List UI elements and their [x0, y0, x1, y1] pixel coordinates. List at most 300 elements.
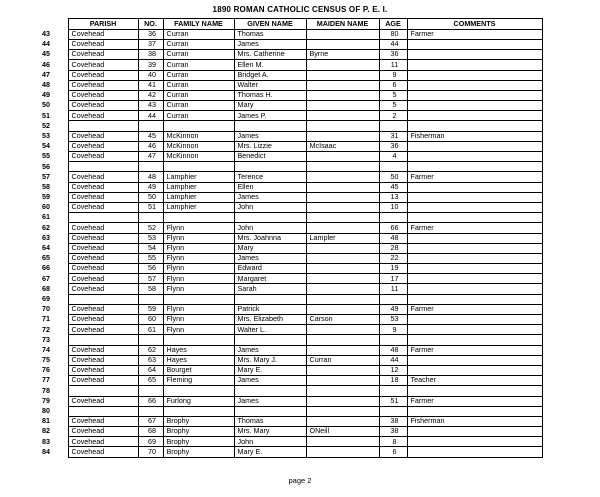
maiden-name-cell — [306, 162, 379, 172]
given-name-cell: Mary E. — [234, 365, 306, 375]
number-cell: 53 — [138, 233, 163, 243]
given-name-cell — [234, 162, 306, 172]
given-name-cell — [234, 386, 306, 396]
age-cell: 53 — [379, 315, 407, 325]
given-name-cell — [234, 294, 306, 304]
parish-cell: Covehead — [68, 50, 138, 60]
comments-cell — [407, 121, 542, 131]
row-number: 73 — [42, 335, 68, 345]
comments-cell — [407, 162, 542, 172]
comments-cell — [407, 60, 542, 70]
given-name-cell: John — [234, 223, 306, 233]
maiden-name-cell — [306, 304, 379, 314]
table-row — [42, 39, 542, 49]
comments-cell: Farmer — [407, 29, 542, 39]
parish-cell: Covehead — [68, 274, 138, 284]
family-name-cell — [163, 121, 234, 131]
comments-cell — [407, 284, 542, 294]
family-name-cell — [163, 294, 234, 304]
number-cell: 70 — [138, 447, 163, 457]
parish-cell: Covehead — [68, 101, 138, 111]
maiden-name-cell — [306, 345, 379, 355]
row-number: 63 — [42, 233, 68, 243]
age-cell: 38 — [379, 427, 407, 437]
column-header-family-name: FAMILY NAME — [163, 19, 234, 30]
family-name-cell: Lamphier — [163, 202, 234, 212]
parish-cell: Covehead — [68, 376, 138, 386]
age-cell — [379, 406, 407, 416]
number-cell: 46 — [138, 141, 163, 151]
family-name-cell — [163, 335, 234, 345]
row-number: 55 — [42, 152, 68, 162]
number-cell — [138, 386, 163, 396]
table-row — [42, 315, 542, 325]
given-name-cell: Thomas H. — [234, 90, 306, 100]
column-header-parish: PARISH — [68, 19, 138, 30]
maiden-name-cell — [306, 335, 379, 345]
parish-cell: Covehead — [68, 152, 138, 162]
parish-cell — [68, 406, 138, 416]
parish-cell: Covehead — [68, 355, 138, 365]
age-cell: 18 — [379, 376, 407, 386]
comments-cell: Fisherman — [407, 416, 542, 426]
maiden-name-cell — [306, 101, 379, 111]
maiden-name-cell — [306, 294, 379, 304]
header-row — [42, 19, 542, 30]
family-name-cell: Flynn — [163, 253, 234, 263]
parish-cell: Covehead — [68, 70, 138, 80]
page-number: page 2 — [288, 476, 312, 485]
number-cell: 64 — [138, 365, 163, 375]
table-row — [42, 325, 542, 335]
number-cell: 63 — [138, 355, 163, 365]
parish-cell: Covehead — [68, 223, 138, 233]
column-header-maiden-name: MAIDEN NAME — [306, 19, 379, 30]
row-number: 77 — [42, 376, 68, 386]
parish-cell: Covehead — [68, 315, 138, 325]
column-header-age: AGE — [379, 19, 407, 30]
comments-cell — [407, 355, 542, 365]
maiden-name-cell — [306, 192, 379, 202]
row-number: 72 — [42, 325, 68, 335]
given-name-cell: James P. — [234, 111, 306, 121]
comments-cell — [407, 70, 542, 80]
age-cell: 11 — [379, 60, 407, 70]
given-name-cell — [234, 335, 306, 345]
given-name-cell: Benedict — [234, 152, 306, 162]
age-cell: 80 — [379, 29, 407, 39]
given-name-cell: John — [234, 202, 306, 212]
family-name-cell: Flynn — [163, 223, 234, 233]
parish-cell: Covehead — [68, 264, 138, 274]
comments-cell — [407, 90, 542, 100]
comments-cell — [407, 233, 542, 243]
given-name-cell: Mary — [234, 243, 306, 253]
given-name-cell: Mrs. Mary — [234, 427, 306, 437]
maiden-name-cell — [306, 264, 379, 274]
parish-cell: Covehead — [68, 90, 138, 100]
family-name-cell — [163, 386, 234, 396]
family-name-cell: Curran — [163, 90, 234, 100]
parish-cell: Covehead — [68, 29, 138, 39]
row-number: 74 — [42, 345, 68, 355]
number-cell: 37 — [138, 39, 163, 49]
table-row — [42, 29, 542, 39]
family-name-cell: McKinnon — [163, 141, 234, 151]
family-name-cell: Flynn — [163, 233, 234, 243]
age-cell: 6 — [379, 447, 407, 457]
number-cell: 43 — [138, 101, 163, 111]
age-cell: 31 — [379, 131, 407, 141]
maiden-name-cell — [306, 131, 379, 141]
maiden-name-cell — [306, 386, 379, 396]
table-row — [42, 386, 542, 396]
table-row — [42, 447, 542, 457]
comments-cell: Teacher — [407, 376, 542, 386]
family-name-cell: Flynn — [163, 264, 234, 274]
table-row — [42, 131, 542, 141]
comments-cell — [407, 325, 542, 335]
row-number: 54 — [42, 141, 68, 151]
age-cell: 48 — [379, 345, 407, 355]
number-cell: 58 — [138, 284, 163, 294]
comments-cell — [407, 365, 542, 375]
given-name-cell: Thomas — [234, 29, 306, 39]
table-row — [42, 294, 542, 304]
table-row — [42, 213, 542, 223]
number-cell: 56 — [138, 264, 163, 274]
age-cell: 8 — [379, 437, 407, 447]
row-number: 61 — [42, 213, 68, 223]
table-row — [42, 202, 542, 212]
family-name-cell: Curran — [163, 50, 234, 60]
comments-cell: Fisherman — [407, 131, 542, 141]
maiden-name-cell — [306, 172, 379, 182]
maiden-name-cell — [306, 253, 379, 263]
number-cell: 69 — [138, 437, 163, 447]
family-name-cell: Brophy — [163, 437, 234, 447]
given-name-cell: Mrs. Catherine — [234, 50, 306, 60]
parish-cell: Covehead — [68, 243, 138, 253]
table-row — [42, 355, 542, 365]
parish-cell: Covehead — [68, 80, 138, 90]
given-name-cell: James — [234, 376, 306, 386]
given-name-cell: Terence — [234, 172, 306, 182]
age-cell: 28 — [379, 243, 407, 253]
comments-cell — [407, 192, 542, 202]
number-cell: 49 — [138, 182, 163, 192]
comments-cell — [407, 437, 542, 447]
table-row — [42, 141, 542, 151]
family-name-cell: Flynn — [163, 325, 234, 335]
family-name-cell: Furlong — [163, 396, 234, 406]
family-name-cell: Lamphier — [163, 172, 234, 182]
age-cell: 22 — [379, 253, 407, 263]
given-name-cell: Mrs. Elizabeth — [234, 315, 306, 325]
row-number: 81 — [42, 416, 68, 426]
given-name-cell: Walter — [234, 80, 306, 90]
number-cell: 54 — [138, 243, 163, 253]
parish-cell — [68, 294, 138, 304]
row-number: 58 — [42, 182, 68, 192]
given-name-cell: Mrs. Lizzie — [234, 141, 306, 151]
age-cell — [379, 335, 407, 345]
family-name-cell: Hayes — [163, 345, 234, 355]
given-name-cell — [234, 213, 306, 223]
given-name-cell: Edward — [234, 264, 306, 274]
comments-cell — [407, 141, 542, 151]
age-cell: 38 — [379, 416, 407, 426]
age-cell: 48 — [379, 233, 407, 243]
age-cell: 5 — [379, 101, 407, 111]
table-row — [42, 274, 542, 284]
number-cell: 61 — [138, 325, 163, 335]
family-name-cell: Curran — [163, 111, 234, 121]
age-cell: 36 — [379, 50, 407, 60]
table-row — [42, 284, 542, 294]
maiden-name-cell — [306, 202, 379, 212]
row-number: 78 — [42, 386, 68, 396]
maiden-name-cell: Carson — [306, 315, 379, 325]
given-name-cell: Walter L. — [234, 325, 306, 335]
maiden-name-cell: McIsaac — [306, 141, 379, 151]
table-row — [42, 253, 542, 263]
row-number: 60 — [42, 202, 68, 212]
family-name-cell: McKinnon — [163, 152, 234, 162]
given-name-cell: Mary — [234, 101, 306, 111]
row-number: 80 — [42, 406, 68, 416]
number-cell: 47 — [138, 152, 163, 162]
maiden-name-cell — [306, 396, 379, 406]
age-cell — [379, 294, 407, 304]
family-name-cell: McKinnon — [163, 131, 234, 141]
parish-cell: Covehead — [68, 396, 138, 406]
parish-cell: Covehead — [68, 192, 138, 202]
number-cell: 44 — [138, 111, 163, 121]
age-cell: 9 — [379, 325, 407, 335]
column-header-given-name: GIVEN NAME — [234, 19, 306, 30]
age-cell: 10 — [379, 202, 407, 212]
given-name-cell: James — [234, 39, 306, 49]
maiden-name-cell — [306, 111, 379, 121]
comments-cell — [407, 315, 542, 325]
comments-cell — [407, 427, 542, 437]
parish-cell — [68, 386, 138, 396]
number-cell: 67 — [138, 416, 163, 426]
number-cell — [138, 335, 163, 345]
maiden-name-cell — [306, 90, 379, 100]
comments-cell: Farmer — [407, 345, 542, 355]
number-cell: 66 — [138, 396, 163, 406]
number-cell: 55 — [138, 253, 163, 263]
age-cell: 5 — [379, 90, 407, 100]
family-name-cell: Brophy — [163, 447, 234, 457]
row-number: 67 — [42, 274, 68, 284]
comments-cell — [407, 253, 542, 263]
row-number: 65 — [42, 253, 68, 263]
comments-cell — [407, 447, 542, 457]
table-row — [42, 345, 542, 355]
given-name-cell: Mary E. — [234, 447, 306, 457]
age-cell: 51 — [379, 396, 407, 406]
parish-cell — [68, 335, 138, 345]
number-cell: 38 — [138, 50, 163, 60]
row-number: 84 — [42, 447, 68, 457]
given-name-cell: Thomas — [234, 416, 306, 426]
comments-cell — [407, 274, 542, 284]
row-number: 46 — [42, 60, 68, 70]
parish-cell: Covehead — [68, 447, 138, 457]
comments-cell — [407, 39, 542, 49]
comments-cell — [407, 243, 542, 253]
maiden-name-cell — [306, 182, 379, 192]
age-cell: 2 — [379, 111, 407, 121]
row-number: 66 — [42, 264, 68, 274]
given-name-cell: James — [234, 396, 306, 406]
family-name-cell: Flynn — [163, 304, 234, 314]
number-cell: 45 — [138, 131, 163, 141]
table-row — [42, 121, 542, 131]
table-row — [42, 406, 542, 416]
table-row — [42, 335, 542, 345]
number-cell — [138, 121, 163, 131]
comments-cell: Farmer — [407, 304, 542, 314]
comments-cell — [407, 152, 542, 162]
row-number: 76 — [42, 365, 68, 375]
age-cell: 36 — [379, 141, 407, 151]
comments-cell — [407, 335, 542, 345]
parish-cell: Covehead — [68, 416, 138, 426]
number-cell: 39 — [138, 60, 163, 70]
maiden-name-cell — [306, 121, 379, 131]
table-row — [42, 396, 542, 406]
family-name-cell: Lamphier — [163, 192, 234, 202]
number-cell: 60 — [138, 315, 163, 325]
comments-cell — [407, 101, 542, 111]
maiden-name-cell — [306, 70, 379, 80]
parish-cell — [68, 213, 138, 223]
table-row — [42, 365, 542, 375]
parish-cell: Covehead — [68, 202, 138, 212]
row-number: 53 — [42, 131, 68, 141]
row-number: 50 — [42, 101, 68, 111]
comments-cell: Farmer — [407, 223, 542, 233]
maiden-name-cell — [306, 29, 379, 39]
number-cell — [138, 162, 163, 172]
given-name-cell: John — [234, 437, 306, 447]
comments-cell — [407, 386, 542, 396]
family-name-cell: Flynn — [163, 284, 234, 294]
number-cell: 42 — [138, 90, 163, 100]
age-cell — [379, 213, 407, 223]
row-number: 44 — [42, 39, 68, 49]
comments-cell: Farmer — [407, 172, 542, 182]
number-cell — [138, 406, 163, 416]
given-name-cell: Ellen — [234, 182, 306, 192]
number-cell — [138, 294, 163, 304]
family-name-cell: Curran — [163, 80, 234, 90]
row-number: 82 — [42, 427, 68, 437]
age-cell — [379, 386, 407, 396]
parish-cell: Covehead — [68, 427, 138, 437]
family-name-cell: Flynn — [163, 315, 234, 325]
age-cell — [379, 121, 407, 131]
age-cell: 4 — [379, 152, 407, 162]
row-number: 75 — [42, 355, 68, 365]
table-row — [42, 416, 542, 426]
age-cell: 49 — [379, 304, 407, 314]
family-name-cell: Brophy — [163, 427, 234, 437]
maiden-name-cell: ONeill — [306, 427, 379, 437]
table-row — [42, 101, 542, 111]
row-number: 57 — [42, 172, 68, 182]
age-cell: 44 — [379, 355, 407, 365]
family-name-cell: Hayes — [163, 355, 234, 365]
parish-cell: Covehead — [68, 60, 138, 70]
table-row — [42, 304, 542, 314]
given-name-cell: Sarah — [234, 284, 306, 294]
number-cell: 59 — [138, 304, 163, 314]
maiden-name-cell — [306, 284, 379, 294]
maiden-name-cell — [306, 152, 379, 162]
given-name-cell: Bridget A. — [234, 70, 306, 80]
row-number: 43 — [42, 29, 68, 39]
parish-cell: Covehead — [68, 365, 138, 375]
maiden-name-cell — [306, 213, 379, 223]
comments-cell — [407, 182, 542, 192]
given-name-cell: Mrs. Mary J. — [234, 355, 306, 365]
age-cell: 45 — [379, 182, 407, 192]
table-row — [42, 111, 542, 121]
comments-cell — [407, 406, 542, 416]
parish-cell: Covehead — [68, 39, 138, 49]
table-row — [42, 376, 542, 386]
row-number: 47 — [42, 70, 68, 80]
number-cell: 57 — [138, 274, 163, 284]
row-number: 52 — [42, 121, 68, 131]
row-number: 70 — [42, 304, 68, 314]
family-name-cell: Flynn — [163, 243, 234, 253]
age-cell: 11 — [379, 284, 407, 294]
row-number: 68 — [42, 284, 68, 294]
age-cell: 19 — [379, 264, 407, 274]
table-row — [42, 60, 542, 70]
family-name-cell: Brophy — [163, 416, 234, 426]
number-cell: 68 — [138, 427, 163, 437]
table-row — [42, 427, 542, 437]
family-name-cell: Bourget — [163, 365, 234, 375]
parish-cell: Covehead — [68, 345, 138, 355]
table-row — [42, 182, 542, 192]
maiden-name-cell: Lampler — [306, 233, 379, 243]
family-name-cell: Flynn — [163, 274, 234, 284]
column-header-comments: COMMENTS — [407, 19, 542, 30]
row-number: 45 — [42, 50, 68, 60]
number-cell: 52 — [138, 223, 163, 233]
row-number: 79 — [42, 396, 68, 406]
given-name-cell: James — [234, 253, 306, 263]
number-cell: 40 — [138, 70, 163, 80]
age-cell: 13 — [379, 192, 407, 202]
parish-cell: Covehead — [68, 182, 138, 192]
row-number-header — [42, 19, 68, 30]
parish-cell: Covehead — [68, 325, 138, 335]
given-name-cell: James — [234, 192, 306, 202]
family-name-cell — [163, 162, 234, 172]
row-number: 83 — [42, 437, 68, 447]
age-cell: 44 — [379, 39, 407, 49]
comments-cell — [407, 111, 542, 121]
